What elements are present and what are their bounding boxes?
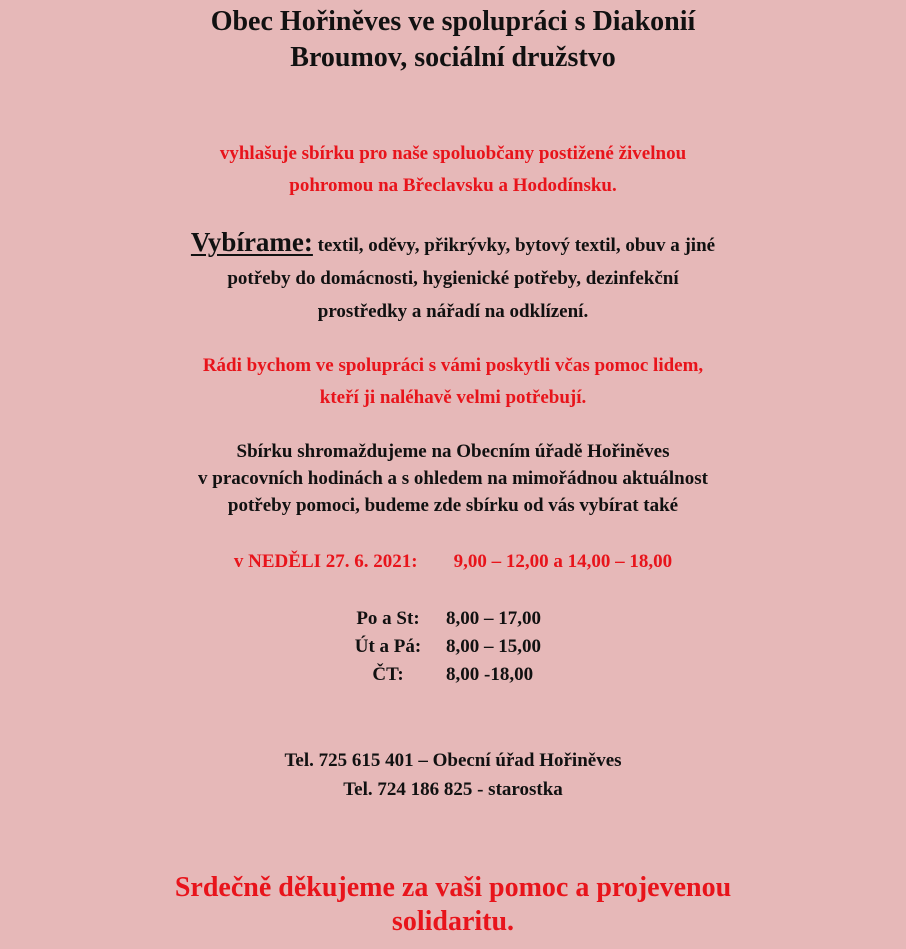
collection-announcement xyxy=(0,138,906,202)
sunday-date: v NEDĚLI 27. 6. 2021: xyxy=(233,551,418,572)
place-line-1: Sbírku shromaždujeme na Obecním úřadě Hořiněves xyxy=(236,441,670,462)
office-hours-row xyxy=(330,661,541,689)
thanks-line-1: Srdečně děkujeme za vaši pomoc a projevenou xyxy=(174,872,732,903)
thank-you-message xyxy=(0,871,906,939)
office-hours-day: ČT: xyxy=(372,664,404,685)
title-line-2: Broumov, sociální družstvo xyxy=(290,42,616,73)
title-line-1: Obec Hořiněves ve spolupráci s Diakonií xyxy=(210,6,696,37)
contact-office-phone: Tel. 725 615 401 – Obecní úřad Hořiněves xyxy=(284,750,622,771)
office-hours-row xyxy=(330,605,541,633)
notice-title xyxy=(0,4,906,76)
collected-items xyxy=(0,226,906,328)
collected-items-line-2: potřeby do domácnosti, hygienické potřeby, dezinfekční xyxy=(227,268,679,289)
contact-info xyxy=(0,746,906,804)
office-hours-row xyxy=(330,633,541,661)
collection-place xyxy=(0,438,906,519)
office-hours-time: 8,00 -18,00 xyxy=(446,664,534,685)
collected-items-text-1: textil, oděvy, přikrývky, bytový textil, obuv a jiné xyxy=(312,235,716,256)
sunday-collection xyxy=(0,548,906,576)
place-line-3: potřeby pomoci, budeme zde sbírku od vás vybírat také xyxy=(227,495,679,516)
sunday-times: 9,00 – 12,00 a 14,00 – 18,00 xyxy=(453,551,673,572)
collected-items-heading: Vybírame: xyxy=(190,227,313,257)
announcement-line-2: pohromou na Břeclavsku a Hododínsku. xyxy=(289,175,617,196)
appeal-line-2: kteří ji naléhavě velmi potřebují. xyxy=(319,387,587,408)
office-hours-day: Po a St: xyxy=(356,608,420,629)
announcement-line-1: vyhlašuje sbírku pro naše spoluobčany postižené živelnou xyxy=(219,143,687,164)
office-hours-day: Út a Pá: xyxy=(354,636,422,657)
office-hours-time: 8,00 – 15,00 xyxy=(446,636,541,657)
help-appeal xyxy=(0,350,906,414)
appeal-line-1: Rádi bychom ve spolupráci s vámi poskytli včas pomoc lidem, xyxy=(202,355,704,376)
office-hours-time: 8,00 – 17,00 xyxy=(446,608,541,629)
contact-mayor-phone: Tel. 724 186 825 - starostka xyxy=(343,779,563,800)
collected-items-line-3: prostředky a nářadí na odklízení. xyxy=(317,301,589,322)
place-line-2: v pracovních hodinách a s ohledem na mimořádnou aktuálnost xyxy=(198,468,708,489)
thanks-line-2: solidaritu. xyxy=(391,906,515,937)
collected-items-line-1 xyxy=(0,226,906,262)
office-hours-table xyxy=(330,605,541,689)
